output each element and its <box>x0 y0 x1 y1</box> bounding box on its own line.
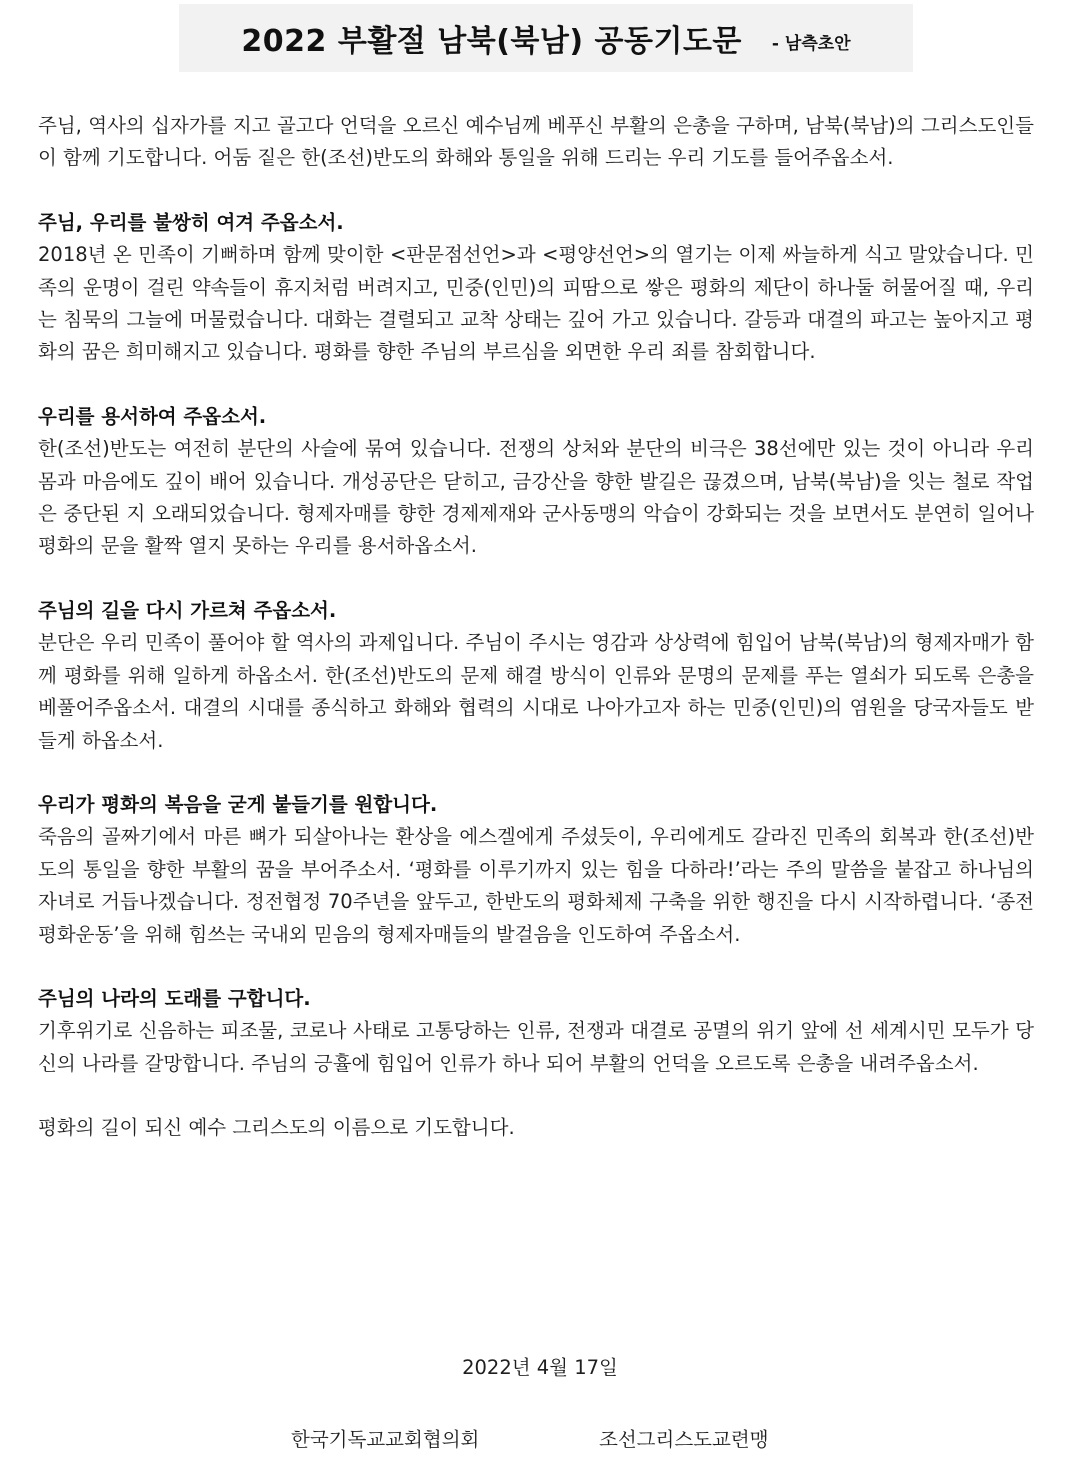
signatory-right: 조선그리스도교련맹 <box>599 1428 769 1451</box>
document-title: 2022 부활절 남북(북남) 공동기도문 <box>241 24 742 59</box>
section-heading: 주님, 우리를 불쌍히 여겨 주옵소서. <box>38 210 344 234</box>
section-paragraph: 죽음의 골짜기에서 마른 뼈가 되살아나는 환상을 에스겔에게 주셨듯이, 우리에게도 갈라진 민족의 회복과 한(조선)반도의 통일을 향한 부활의 꿈을 부어주소서. ‘평화를 이루기까지 있는 힘을 다하라!’라는 주의 말씀을 붙잡고 하나님의 자녀로 거듭나겠습니다. 정전협정 70주년을 앞두고, 한반도의 평화체제 구축을 위한 행진을 다시 시작하렵니다. ‘종전평화운동’을 위해 힘쓰는 국내외 믿음의 형제자매들의 발걸음을 인도하여 주옵소서. <box>38 825 1034 946</box>
section-paragraph: 기후위기로 신음하는 피조물, 코로나 사태로 고통당하는 인류, 전쟁과 대결로 공멸의 위기 앞에 선 세계시민 모두가 당신의 나라를 갈망합니다. 주님의 긍휼에 힘입어 인류가 하나 되어 부활의 언덕을 오르도록 은총을 내려주옵소서. <box>38 1019 1034 1075</box>
prayer-section <box>38 595 1034 757</box>
section-paragraph: 한(조선)반도는 여전히 분단의 사슬에 묶여 있습니다. 전쟁의 상처와 분단의 비극은 38선에만 있는 것이 아니라 우리 몸과 마음에도 깊이 배어 있습니다. 개성공단은 닫히고, 금강산을 향한 발길은 끊겼으며, 남북(북남)을 잇는 철로 작업은 중단된 지 오래되었습니다. 형제자매를 향한 경제제재와 군사동맹의 악습이 강화되는 것을 보면서도 분연히 일어나 평화의 문을 활짝 열지 못하는 우리를 용서하옵소서. <box>38 437 1034 558</box>
section-heading: 우리가 평화의 복음을 굳게 붙들기를 원합니다. <box>38 792 438 816</box>
title-banner <box>179 4 913 72</box>
prayer-body <box>38 110 1034 1145</box>
section-paragraph: 2018년 온 민족이 기뻐하며 함께 맞이한 <판문점선언>과 <평양선언>의 열기는 이제 싸늘하게 식고 말았습니다. 민족의 운명이 걸린 약속들이 휴지처럼 버려지고, 민중(인민)의 피땀으로 쌓은 평화의 제단이 하나둘 허물어질 때, 우리는 침묵의 그늘에 머물렀습니다. 대화는 결렬되고 교착 상태는 깊어 가고 있습니다. 갈등과 대결의 파고는 높아지고 평화의 꿈은 희미해지고 있습니다. 평화를 향한 주님의 부르심을 외면한 우리 죄를 참회합니다. <box>38 243 1034 364</box>
section-paragraph: 분단은 우리 민족이 풀어야 할 역사의 과제입니다. 주님이 주시는 영감과 상상력에 힘입어 남북(북남)의 형제자매가 함께 평화를 위해 일하게 하옵소서. 한(조선)반도의 문제 해결 방식이 인류와 문명의 문제를 푸는 열쇠가 되도록 은총을 베풀어주옵소서. 대결의 시대를 종식하고 화해와 협력의 시대로 나아가고자 하는 민중(인민)의 염원을 당국자들도 받들게 하옵소서. <box>38 631 1034 752</box>
prayer-section <box>38 207 1034 369</box>
closing-prayer: 평화의 길이 되신 예수 그리스도의 이름으로 기도합니다. <box>38 1116 515 1140</box>
document-date: 2022년 4월 17일 <box>462 1356 618 1379</box>
prayer-section <box>38 401 1034 563</box>
section-heading: 주님의 나라의 도래를 구합니다. <box>38 986 311 1010</box>
prayer-section <box>38 983 1034 1080</box>
intro-paragraph: 주님, 역사의 십자가를 지고 골고다 언덕을 오르신 예수님께 베푸신 부활의 은총을 구하며, 남북(북남)의 그리스도인들이 함께 기도합니다. 어둠 짙은 한(조선)반도의 화해와 통일을 위해 드리는 우리 기도를 들어주옵소서. <box>38 114 1034 170</box>
signatory-left: 한국기독교교회협의회 <box>291 1428 480 1451</box>
section-heading: 주님의 길을 다시 가르쳐 주옵소서. <box>38 598 337 622</box>
document-subtitle: - 남측초안 <box>771 33 851 54</box>
section-heading: 우리를 용서하여 주옵소서. <box>38 404 267 428</box>
prayer-section <box>38 789 1034 951</box>
